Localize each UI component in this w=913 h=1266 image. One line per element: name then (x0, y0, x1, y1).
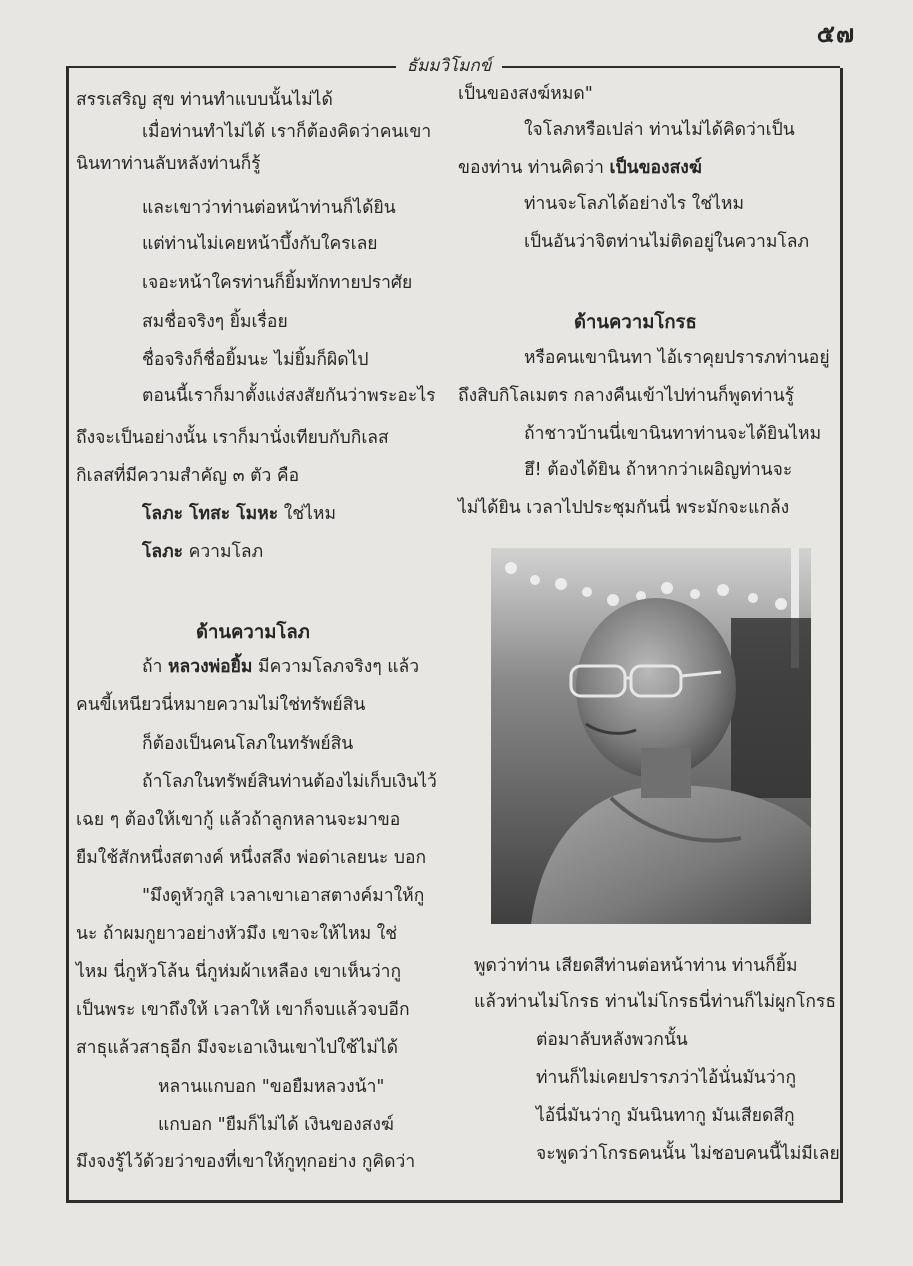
section-heading: ด้านความโลภ (196, 622, 310, 643)
text-line: หลานแกบอก "ขอยืมหลวงน้า" (158, 1077, 385, 1097)
text-line (142, 655, 419, 679)
text-line: ชื่อจริงก็ชื่อยิ้มนะ ไม่ยิ้มก็ผิดไป (142, 350, 369, 370)
text-line: สาธุแล้วสาธุอีก มึงจะเอาเงินเขาไปใช้ไม่ได้ (76, 1038, 399, 1058)
text-line: หรือคนเขานินทา ไอ้เราคุยปรารภท่านอยู่ (524, 348, 830, 368)
text-line: เป็นอันว่าจิตท่านไม่ติดอยู่ในความโลภ (524, 232, 810, 252)
text-line: เฉย ๆ ต้องให้เขากู้ แล้วถ้าลูกหลานจะมาขอ (76, 810, 401, 830)
text-line: ท่านจะโลภได้อย่างไร ใช่ไหม (524, 194, 744, 214)
text-line (142, 502, 336, 526)
text-line: สรรเสริญ สุข ท่านทำแบบนั้นไม่ได้ (76, 90, 333, 110)
text-line: ใจโลภหรือเปล่า ท่านไม่ได้คิดว่าเป็น (524, 120, 795, 140)
text-line (142, 540, 263, 564)
text-span: ความโลภ (183, 542, 264, 562)
text-span: ถ้า (142, 657, 168, 677)
text-line: เจอะหน้าใครท่านก็ยิ้มทักทายปราศัย (142, 273, 413, 293)
text-line: ท่านก็ไม่เคยปรารภว่าไอ้นั่นมันว่ากู (536, 1068, 797, 1088)
text-line: กิเลสที่มีความสำคัญ ๓ ตัว คือ (76, 466, 300, 486)
text-line: และเขาว่าท่านต่อหน้าท่านก็ได้ยิน (142, 198, 396, 218)
text-line: เป็นพระ เขาถึงให้ เวลาให้ เขาก็จบแล้วจบอีก (76, 1000, 410, 1020)
text-line: เมื่อท่านทำไม่ได้ เราก็ต้องคิดว่าคนเขา (142, 122, 432, 142)
text-line: แล้วท่านไม่โกรธ ท่านไม่โกรธนี่ท่านก็ไม่ผูกโกรธ (474, 992, 837, 1012)
text-line: ยืมใช้สักหนึ่งสตางค์ หนึ่งสลึง พ่อด่าเลยนะ บอก (76, 848, 427, 868)
text-line: ไอ้นี่มันว่ากู มันนินทากู มันเสียดสีกู (536, 1106, 795, 1126)
text-span: ของท่าน ท่านคิดว่า (458, 158, 610, 178)
text-line: ไหม นี่กูหัวโล้น นี่กูห่มผ้าเหลือง เขาเห็นว่ากู (76, 962, 402, 982)
page-number: ๕๗ (816, 20, 855, 48)
text-line: ถ้าชาวบ้านนี่เขานินทาท่านจะได้ยินไหม (524, 424, 822, 444)
text-span: มีความโลภจริงๆ แล้ว (252, 657, 420, 677)
text-line: "มึงดูหัวกูสิ เวลาเขาเอาสตางค์มาให้กู (142, 886, 425, 906)
text-span: ใช่ไหม (278, 504, 336, 524)
text-line: มึงจงรู้ไว้ด้วยว่าของที่เขาให้กูทุกอย่าง กูคิดว่า (76, 1152, 416, 1172)
bold-text: เป็นของสงฆ์ (609, 158, 702, 178)
text-line: คนขี้เหนียวนี่หมายความไม่ใช่ทรัพย์สิน (76, 695, 366, 715)
text-line (458, 156, 702, 180)
text-line: สมชื่อจริงๆ ยิ้มเรื่อย (142, 312, 288, 332)
monk-portrait-photo (491, 548, 811, 924)
text-line: ถ้าโลภในทรัพย์สินท่านต้องไม่เก็บเงินไว้ (142, 772, 437, 792)
bold-text: หลวงพ่อยิ้ม (168, 657, 253, 677)
bold-text: โลภะ โทสะ โมหะ (142, 504, 279, 524)
text-line: ถึงสิบกิโลเมตร กลางคืนเข้าไปท่านก็พูดท่านรู้ (458, 386, 795, 406)
text-line: แต่ท่านไม่เคยหน้าบึ้งกับใครเลย (142, 234, 378, 254)
text-line: ไม่ได้ยิน เวลาไปประชุมกันนี่ พระมักจะแกล้ง (458, 498, 790, 518)
text-line: เป็นของสงฆ์หมด" (458, 84, 593, 104)
bold-text: โลภะ (142, 542, 184, 562)
text-line: ต่อมาลับหลังพวกนั้น (536, 1030, 688, 1050)
text-line: พูดว่าท่าน เสียดสีท่านต่อหน้าท่าน ท่านก็ยิ้ม (474, 956, 798, 976)
text-line: ฮึ! ต้องได้ยิน ถ้าหากว่าเผอิญท่านจะ (524, 460, 793, 480)
monk-portrait-illustration (491, 548, 811, 924)
text-line: แกบอก "ยืมก็ไม่ได้ เงินของสงฆ์ (158, 1115, 394, 1135)
text-line: ตอนนี้เราก็มาตั้งแง่สงสัยกันว่าพระอะไร (142, 386, 436, 406)
section-heading: ด้านความโกรธ (574, 312, 697, 333)
text-line: นะ ถ้าผมกูยาวอย่างหัวมึง เขาจะให้ไหม ใช่ (76, 924, 398, 944)
text-line: จะพูดว่าโกรธคนนั้น ไม่ชอบคนนี้ไม่มีเลย (536, 1144, 840, 1164)
text-line: นินทาท่านลับหลังท่านก็รู้ (76, 154, 261, 174)
running-title: ธัมมวิโมกข์ (406, 56, 492, 76)
text-line: ถึงจะเป็นอย่างนั้น เราก็มานั่งเทียบกับกิเลส (76, 428, 389, 448)
text-line: ก็ต้องเป็นคนโลภในทรัพย์สิน (142, 734, 354, 754)
